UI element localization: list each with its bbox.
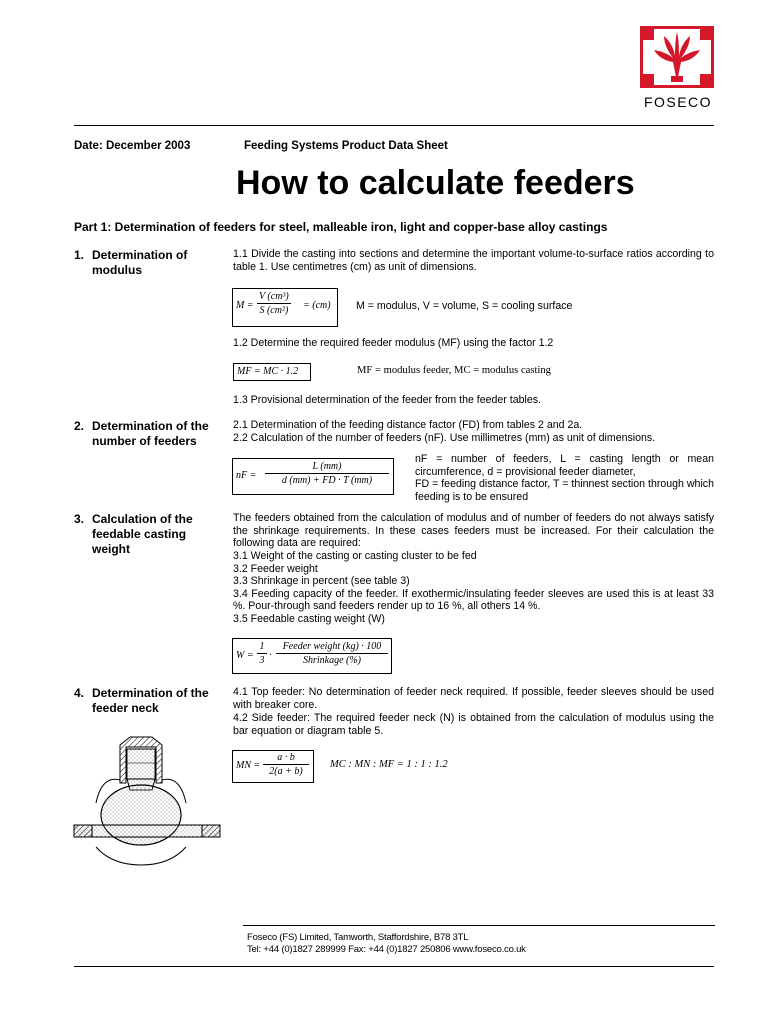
feedable-weight-formula: W = $\frac{1}{3}$ · Feeder weight (kg) · 100 Shrinkage (%) (232, 638, 392, 674)
feeder-casting-illustration (72, 735, 222, 870)
section4-para2: 4.2 Side feeder: The required feeder neck (N) is obtained from the calculation of modulus using the bar equation or diagram table 5. (233, 712, 714, 737)
feeder-modulus-formula: MF = MC · 1.2 (233, 363, 311, 381)
foseco-logo (640, 26, 714, 88)
footer-rule-bottom (74, 966, 714, 967)
section4-heading: 4. Determination of the feeder neck (74, 686, 209, 715)
section2-para2: 2.2 Calculation of the number of feeders (nF). Use millimetres (mm) as unit of dimensions. (233, 432, 656, 444)
section1-para3: 1.3 Provisional determination of the feeder from the feeder tables. (233, 394, 541, 406)
sheet-type: Feeding Systems Product Data Sheet (244, 140, 448, 152)
section2-para1: 2.1 Determination of the feeding distance factor (FD) from tables 2 and 2a. (233, 419, 583, 431)
feeder-modulus-legend: MF = modulus feeder, MC = modulus casting (357, 365, 551, 376)
section3-heading: 3. Calculation of the feedable casting weight (74, 512, 193, 556)
section2-heading: 2. Determination of the number of feeders (74, 419, 209, 448)
section1-heading: 1. Determination of modulus (74, 248, 188, 277)
list-item: 3.3 Shrinkage in percent (see table 3) (233, 575, 410, 588)
document-date: Date: December 2003 (74, 140, 191, 152)
neck-modulus-formula: MN = $\frac{a \cdot b}{2(a + b)}$ (232, 750, 314, 783)
section3-list (233, 550, 714, 626)
modulus-legend: M = modulus, V = volume, S = cooling surface (356, 300, 573, 312)
section1-para2: 1.2 Determine the required feeder modulus (MF) using the factor 1.2 (233, 337, 554, 349)
modulus-ratio: MC : MN : MF = 1 : 1 : 1.2 (330, 759, 448, 770)
section4-para1: 4.1 Top feeder: No determination of feeder neck required. If possible, feeder sleeves should be used with breaker core. (233, 686, 714, 711)
page-title: How to calculate feeders (236, 164, 635, 202)
section1-para1: 1.1 Divide the casting into sections and determine the important volume-to-surface ratios according to table 1. Use centimetres (cm) as unit of dimensions. (233, 248, 714, 273)
footer-contact: Tel: +44 (0)1827 289999 Fax: +44 (0)1827 250806 www.foseco.co.uk (247, 944, 526, 955)
logo-wordmark: FOSECO (643, 94, 713, 110)
feeder-count-legend: nF = number of feeders, L = casting length or mean circumference, d = provisional feeder diameter, FD = feeding distance factor, T = thinnest section through which feeding is to be ensured (415, 453, 714, 503)
footer-address: Foseco (FS) Limited, Tamworth, Staffordshire, B78 3TL (247, 932, 469, 943)
page-subtitle: Part 1: Determination of feeders for steel, malleable iron, light and copper-base alloy castings (74, 220, 608, 234)
feeder-count-formula: nF = $\frac{L (mm)}{d (mm) + FD \cdot T (mm)}$ (232, 458, 394, 495)
list-item: 3.1 Weight of the casting or casting cluster to be fed (233, 550, 477, 562)
list-item: 3.5 Feedable casting weight (W) (233, 612, 385, 625)
modulus-formula: M = $\frac{\text{V (cm³)}}{\text{S (cm²)}}$ = (cm) (232, 288, 338, 327)
footer-rule-top (243, 925, 715, 926)
list-item: 3.4 Feeding capacity of the feeder. If exothermic/insulating feeder sleeves are used this is at least 33 %. Pour-through sand feeders render up to 16 %, all others 14 %. (233, 587, 714, 613)
header-rule (74, 125, 714, 126)
list-item: 3.2 Feeder weight (233, 562, 318, 575)
section3-intro: The feeders obtained from the calculation of modulus and of number of feeders do not always satisfy the shrinkage requirements. In these cases feeders must be increased. For their calculation the following data are required: (233, 512, 714, 550)
